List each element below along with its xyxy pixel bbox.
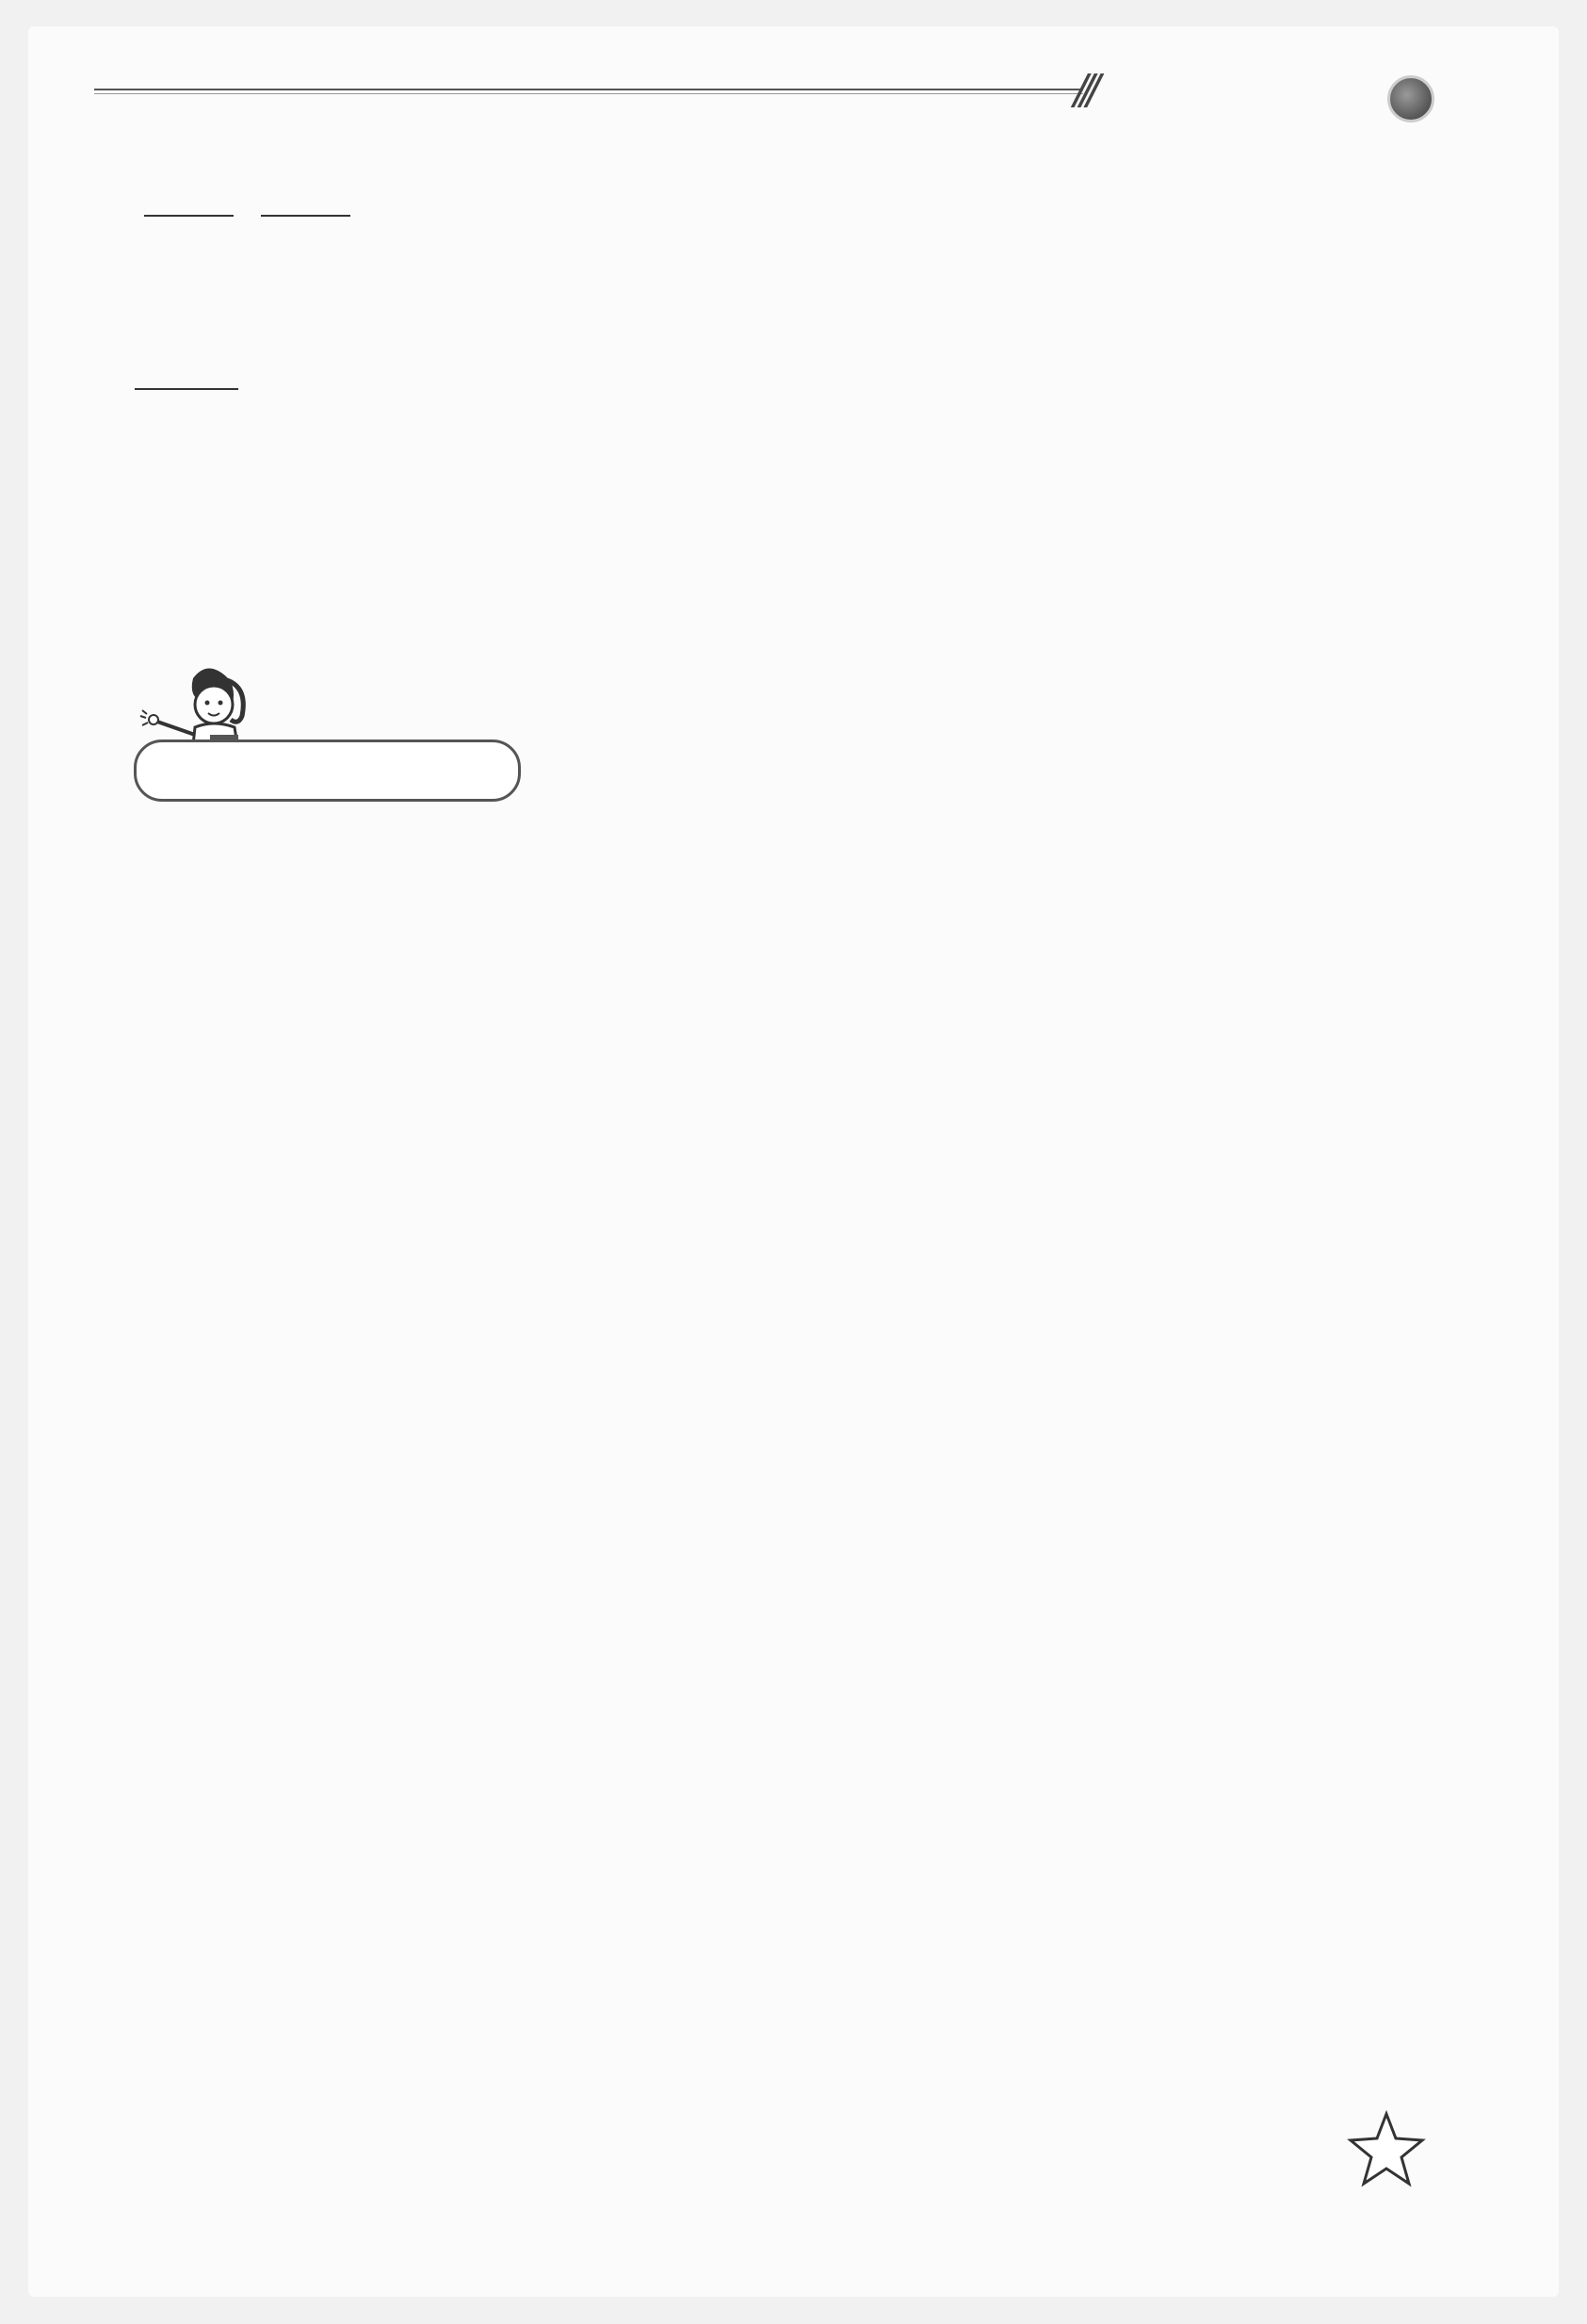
header-rule-thin [94,93,1083,94]
passage-line-4-words [268,388,1427,390]
blank-9 [261,215,350,217]
blank-10 [135,388,238,390]
header-slash-decoration: /// [1074,66,1093,114]
passage-line-1 [135,185,1427,226]
star-icon [1347,2110,1426,2189]
passage-line-4 [135,388,1427,390]
header-dot-icon [1387,75,1434,122]
header-rule [94,89,1083,90]
blank-8 [144,215,234,217]
section-banner [134,739,521,802]
page-sheet [28,26,1559,2297]
